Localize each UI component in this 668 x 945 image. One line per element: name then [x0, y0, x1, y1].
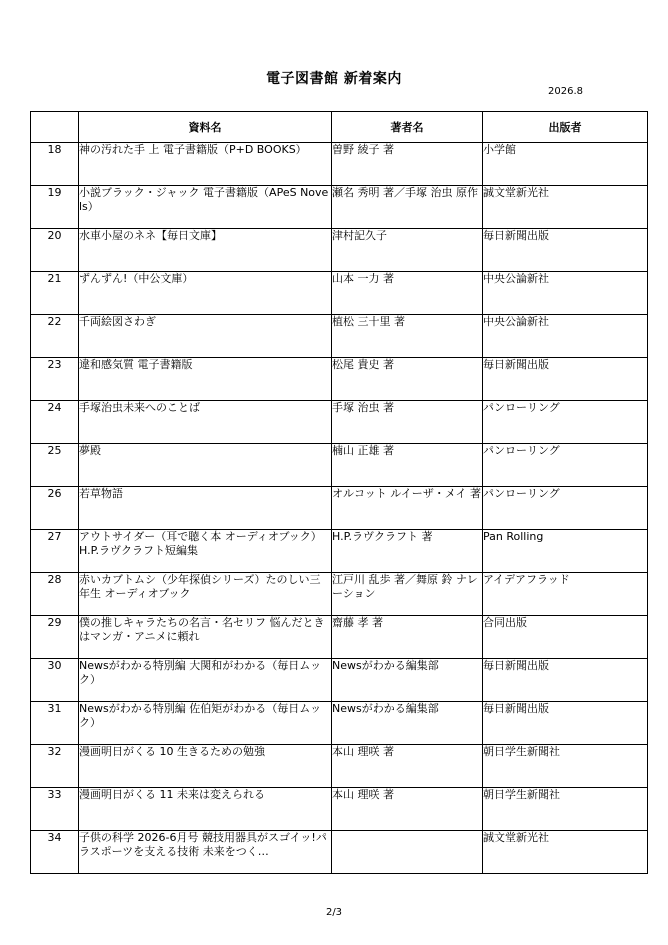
row-publisher: 毎日新聞出版 [483, 358, 648, 401]
row-author: H.P.ラヴクラフト 著 [332, 530, 483, 573]
row-title: 違和感気質 電子書籍版 [79, 358, 332, 401]
row-author: 植松 三十里 著 [332, 315, 483, 358]
row-publisher: Pan Rolling [483, 530, 648, 573]
column-header-number [31, 112, 79, 143]
row-number: 20 [31, 229, 79, 272]
table-row [31, 229, 648, 272]
row-author: 手塚 治虫 著 [332, 401, 483, 444]
row-publisher: 毎日新聞出版 [483, 702, 648, 745]
row-publisher: パンローリング [483, 487, 648, 530]
row-title: 手塚治虫未来へのことば [79, 401, 332, 444]
row-author: 齋藤 孝 著 [332, 616, 483, 659]
row-number: 21 [31, 272, 79, 315]
row-number: 33 [31, 788, 79, 831]
table-row [31, 831, 648, 874]
row-author [332, 831, 483, 874]
row-number: 32 [31, 745, 79, 788]
table-row [31, 272, 648, 315]
table-header-row [31, 112, 648, 143]
row-number: 30 [31, 659, 79, 702]
row-publisher: 中央公論新社 [483, 315, 648, 358]
row-author: 本山 理咲 著 [332, 788, 483, 831]
row-author: 山本 一力 著 [332, 272, 483, 315]
column-header-author: 著者名 [332, 112, 483, 143]
row-number: 23 [31, 358, 79, 401]
row-publisher: アイデアフラッド [483, 573, 648, 616]
row-number: 34 [31, 831, 79, 874]
table-row [31, 186, 648, 229]
row-title: 赤いカブトムシ（少年探偵シリーズ）たのしい三年生 オーディオブック [79, 573, 332, 616]
document-title: 電子図書館 新着案内 [266, 71, 402, 87]
row-title: 神の汚れた手 上 電子書籍版（P+D BOOKS） [79, 143, 332, 186]
row-publisher: パンローリング [483, 444, 648, 487]
table-row [31, 745, 648, 788]
row-author: 津村記久子 [332, 229, 483, 272]
row-title: 水車小屋のネネ【毎日文庫】 [79, 229, 332, 272]
table-row [31, 573, 648, 616]
table-row [31, 616, 648, 659]
row-number: 24 [31, 401, 79, 444]
row-publisher: 誠文堂新光社 [483, 831, 648, 874]
row-author: 松尾 貴史 著 [332, 358, 483, 401]
table-body [31, 143, 648, 874]
table-row [31, 444, 648, 487]
row-author: 曽野 綾子 著 [332, 143, 483, 186]
row-number: 25 [31, 444, 79, 487]
row-publisher: 朝日学生新聞社 [483, 788, 648, 831]
row-publisher: 小学館 [483, 143, 648, 186]
row-publisher: 中央公論新社 [483, 272, 648, 315]
row-number: 26 [31, 487, 79, 530]
row-title: 漫画明日がくる 10 生きるための勉強 [79, 745, 332, 788]
row-author: Newsがわかる編集部 [332, 702, 483, 745]
row-title: 子供の科学 2026-6月号 競技用器具がスゴイッ!パラスポーツを支える技術 未来をつく… [79, 831, 332, 874]
row-number: 29 [31, 616, 79, 659]
column-header-publisher: 出版者 [483, 112, 648, 143]
row-publisher: 毎日新聞出版 [483, 659, 648, 702]
row-author: 瀬名 秀明 著／手塚 治虫 原作 [332, 186, 483, 229]
row-title: Newsがわかる特別編 大関和がわかる（毎日ムック） [79, 659, 332, 702]
row-publisher: 朝日学生新聞社 [483, 745, 648, 788]
row-publisher: パンローリング [483, 401, 648, 444]
row-title: 小説ブラック・ジャック 電子書籍版（APeS Novels） [79, 186, 332, 229]
table-row [31, 487, 648, 530]
row-author: 本山 理咲 著 [332, 745, 483, 788]
row-publisher: 合同出版 [483, 616, 648, 659]
row-author: オルコット ルイーザ・メイ 著 [332, 487, 483, 530]
table-row [31, 315, 648, 358]
table-row [31, 401, 648, 444]
row-number: 31 [31, 702, 79, 745]
page-number: 2/3 [325, 907, 343, 918]
row-title: 夢殿 [79, 444, 332, 487]
row-author: Newsがわかる編集部 [332, 659, 483, 702]
row-number: 27 [31, 530, 79, 573]
row-title: 若草物語 [79, 487, 332, 530]
table-row [31, 788, 648, 831]
row-number: 22 [31, 315, 79, 358]
table-row [31, 358, 648, 401]
row-author: 江戸川 乱歩 著／舞原 鈴 ナレーション [332, 573, 483, 616]
row-title: 僕の推しキャラたちの名言・名セリフ 悩んだときはマンガ・アニメに頼れ [79, 616, 332, 659]
row-publisher: 毎日新聞出版 [483, 229, 648, 272]
table-row [31, 530, 648, 573]
row-title: 漫画明日がくる 11 未来は変えられる [79, 788, 332, 831]
row-number: 28 [31, 573, 79, 616]
row-title: ずんずん!（中公文庫） [79, 272, 332, 315]
row-publisher: 誠文堂新光社 [483, 186, 648, 229]
row-author: 楠山 正雄 著 [332, 444, 483, 487]
new-arrivals-table [30, 111, 648, 874]
table-row [31, 143, 648, 186]
row-number: 18 [31, 143, 79, 186]
row-title: アウトサイダー（耳で聴く本 オーディオブック）H.P.ラヴクラフト短編集 [79, 530, 332, 573]
row-title: Newsがわかる特別編 佐伯矩がわかる（毎日ムック） [79, 702, 332, 745]
column-header-title: 資料名 [79, 112, 332, 143]
document-date: 2026.8 [548, 86, 583, 97]
table-row [31, 702, 648, 745]
table-row [31, 659, 648, 702]
row-number: 19 [31, 186, 79, 229]
row-title: 千両絵図さわぎ [79, 315, 332, 358]
